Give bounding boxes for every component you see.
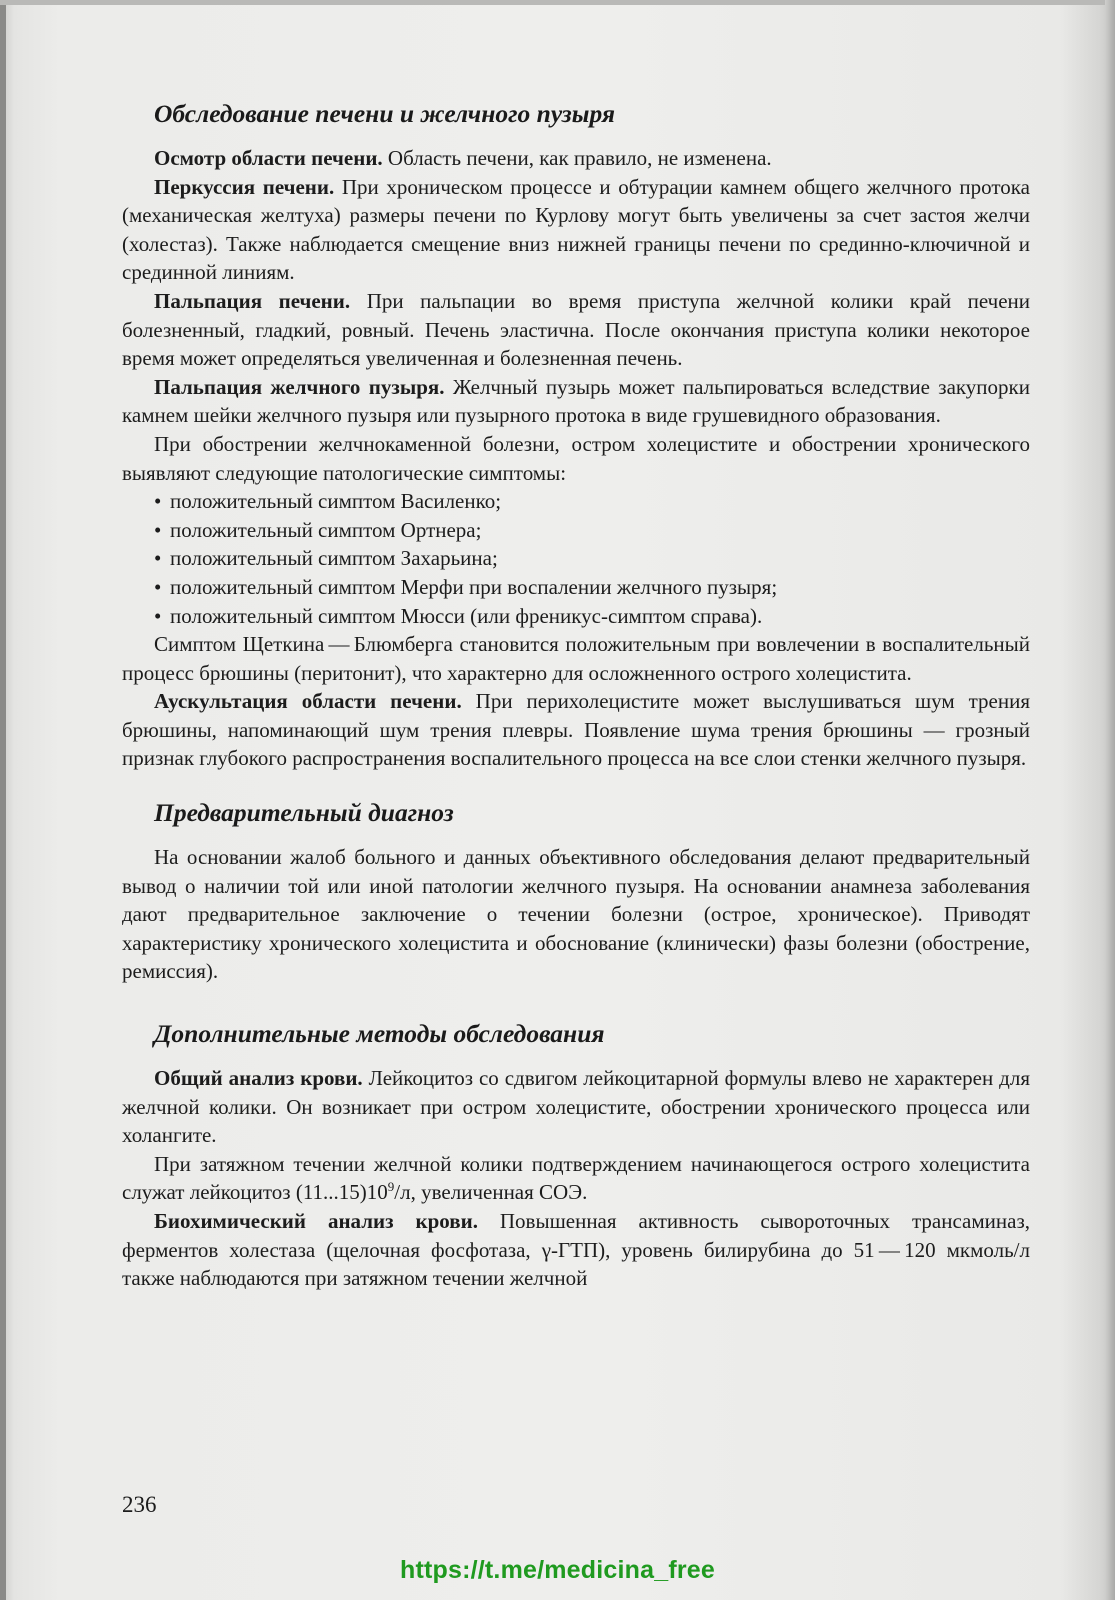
list-item-text: положительный симптом Ортнера; <box>170 517 482 542</box>
list-item <box>154 487 1030 516</box>
paragraph-diagnosis: На основании жалоб больного и данных объективного обследования делают предварительный вывод о наличии той или иной патологии желчного пузыря. На основании анамнеза заболевания дают предварительное заключение о течении болезни (острое, хроническое). Приводят характеристику хронического холецистита и обоснование (клинически) фазы болезни (обострение, ремиссия). <box>122 845 1030 984</box>
term-liver-percussion: Перкуссия печени. <box>154 174 335 199</box>
footer-link[interactable]: https://t.me/medicina_free <box>399 1556 715 1584</box>
exponent: 9 <box>387 1179 395 1195</box>
list-item-text: положительный симптом Мюсси (или френикус-симптом справа). <box>170 603 763 628</box>
text-biochemistry: Повышенная активность сывороточных трансаминаз, ферментов холестаза (щелочная фосфотаза, γ-ГТП), уровень билирубина до 51 — 120 мкмоль/л также наблюдаются при затяжном течении желчной <box>122 1209 1030 1291</box>
list-item-text: положительный симптом Василенко; <box>170 489 502 514</box>
section-heading-diagnosis: Предварительный диагноз <box>154 798 454 828</box>
bullet-icon: • <box>154 603 162 628</box>
term-biochemistry: Биохимический анализ крови. <box>154 1209 478 1233</box>
text-leukocytosis-a: При затяжном течении желчной колики подтверждением начинающегося острого холецистита служат лейкоцитоз (11...15)10 <box>122 1151 1030 1205</box>
bullet-icon: • <box>154 574 162 599</box>
paragraph-gallbladder-palpation <box>122 373 1030 430</box>
section-heading-extra-methods: Дополнительные методы обследования <box>154 1019 605 1049</box>
paragraph-symptoms-intro: При обострении желчнокаменной болезни, остром холецистите и обострении хронического выявляют следующие патологические симптомы: <box>122 431 1030 485</box>
paragraph-blumberg-symptom: Симптом Щеткина — Блюмберга становится положительным при вовлечении в воспалительный процесс брюшины (перитонит), что характерно для осложненного острого холецистита. <box>122 632 1030 685</box>
paragraph-leukocytosis <box>122 1150 1030 1207</box>
text-gallbladder-palpation: Желчный пузырь может пальпироваться вследствие закупорки камнем шейки желчного пузыря или пузырного протока в виде грушевидного образования. <box>122 374 1030 428</box>
page-top-edge <box>0 0 1115 5</box>
list-item-text: положительный симптом Мерфи при воспалении желчного пузыря; <box>170 574 778 599</box>
text-leukocytosis-b: /л, увеличенная СОЭ. <box>394 1180 588 1205</box>
term-blood-test: Общий анализ крови. <box>154 1066 363 1091</box>
page-right-edge <box>1105 0 1115 1600</box>
term-liver-inspection: Осмотр области печени. <box>154 146 383 170</box>
text-liver-auscultation: При перихолецистите может выслушиваться шум трения брюшины, напоминающий шум трения плевры. Появление шума трения брюшины — грозный признак глубокого распространения воспалительного процесса на все слои стенки желчного пузыря. <box>122 689 1030 771</box>
bullet-icon: • <box>154 546 162 571</box>
page-left-edge <box>0 0 6 1600</box>
paragraph-liver-percussion <box>122 173 1030 287</box>
list-item-text: положительный симптом Захарьина; <box>170 546 498 571</box>
section-spacer <box>122 773 1030 795</box>
symptom-list <box>122 487 1030 630</box>
term-gallbladder-palpation: Пальпация желчного пузыря. <box>154 374 445 399</box>
list-item <box>154 516 1030 545</box>
list-item <box>154 544 1030 573</box>
paragraph-liver-inspection <box>122 144 1030 173</box>
section-heading-liver-exam: Обследование печени и желчного пузыря <box>154 99 615 128</box>
page-content <box>122 96 1030 1293</box>
paragraph-blood-test <box>122 1064 1030 1150</box>
bullet-icon: • <box>154 517 162 542</box>
page-number: 236 <box>122 1492 157 1517</box>
list-item <box>154 573 1030 602</box>
term-liver-auscultation: Аускультация области печени. <box>154 689 462 714</box>
section-spacer <box>122 986 1030 1016</box>
term-liver-palpation: Пальпация печени. <box>154 288 351 313</box>
text-liver-percussion: При хроническом процессе и обтурации камнем общего желчного протока (механическая желтуха) размеры печени по Курлову могут быть увеличены за счет застоя желчи (холестаз). Также наблюдается смещение вниз нижней границы печени по срединно-ключичной и срединной линиям. <box>122 174 1030 285</box>
paragraph-liver-palpation <box>122 287 1030 373</box>
list-item <box>154 602 1030 631</box>
bullet-icon: • <box>154 489 162 514</box>
text-liver-inspection: Область печени, как правило, не изменена. <box>382 146 772 170</box>
paragraph-biochemistry <box>122 1207 1030 1293</box>
paragraph-liver-auscultation <box>122 687 1030 773</box>
text-blood-test: Лейкоцитоз со сдвигом лейкоцитарной формулы влево не характерен для желчной колики. Он возникает при остром холецистите, обострении хронического процесса или холангите. <box>122 1066 1030 1148</box>
text-liver-palpation: При пальпации во время приступа желчной колики край печени болезненный, гладкий, ровный. Печень эластична. После окончания приступа колики некоторое время может определяться увеличенная и болезненная печень. <box>122 288 1031 371</box>
